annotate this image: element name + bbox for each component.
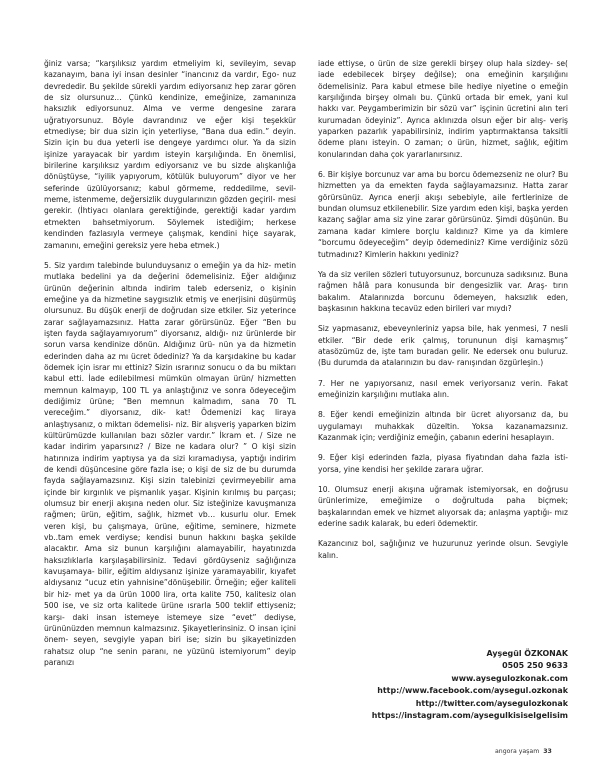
paragraph: Kazancınız bol, sağlığınız ve huzurunuz yerinde olsun. Sevgiyle kalın. [318, 539, 568, 560]
author-signature [318, 648, 568, 722]
page-number: 33 [543, 748, 552, 755]
right-column [318, 58, 568, 570]
page-footer [495, 748, 552, 755]
author-website-link[interactable]: www.aysegulozkonak.com [451, 673, 568, 683]
author-twitter-link[interactable]: http://twitter.com/aysegulozkonak [415, 698, 568, 708]
paragraph: 9. Eğer kişi ederinden fazla, piyasa fiyatından daha fazla isti- yorsa, yine kendisi her şekilde zarara uğrar. [318, 453, 568, 474]
magazine-name: angora yaşam [495, 748, 540, 755]
left-column [44, 58, 296, 677]
paragraph: 10. Olumsuz enerji akışına uğramak istemiyorsak, en doğrusu ürünlerimize, emeğimize o doğrultuda paha biçmek; başkalarından emek ve hizmet alıyorsak da; anlaşma yaptığı- mız ederine sadık kalarak, bu ederi ödemektir. [318, 485, 568, 529]
paragraph: Siz yapmasanız, ebeveynleriniz yapsa bile, hak yenmesi, 7 nesli etkiler. “Bir dede erik çalmış, torununun dişi kamaşmış” atasözümüz de, işte tam buradan gelir. Ne edersek onu buluruz. (Bu durumda da atalarınızın bu dav- ranışından özgürleşin.) [318, 324, 568, 368]
paragraph: Ya da siz verilen sözleri tutuyorsunuz, borcunuza sadıksınız. Buna rağmen hâlâ para konusunda bir dengesizlik var. Araş- tırın bakalım. Atalarınızda borcunu ödemeyen, haksızlık eden, başkasının hakkına tecavüz eden birileri var mıydı? [318, 269, 568, 313]
author-facebook-link[interactable]: http://www.facebook.com/aysegul.ozkonak [377, 686, 568, 696]
paragraph: 6. Bir kişiye borcunuz var ama bu borcu ödemezseniz ne olur? Bu hizmetten ya da emekten fayda sağlayamazsınız. Hatta zarar görürsünüz. Ayrıca enerji akışı sebebiyle, aile fertlerinize de bundan olumsuz etkilenebilir. Size yardım eden kişi, başka yerden kazanç sağlar ama siz yine zarar görürsünüz. Şimdi düşünün. Bu zamana kadar kimlere borçlu kaldınız? Kime ya da kimlere “borcumu ödeyeceğim” deyip ödemediniz? Kime verdiğiniz sözü tutmadınız? Kimlerin hakkını yediniz? [318, 170, 568, 259]
paragraph: 7. Her ne yapıyorsanız, nasıl emek veriyorsanız verin. Fakat emeğinizin karşılığını mutlaka alın. [318, 378, 568, 399]
author-name: Ayşegül ÖZKONAK [486, 649, 568, 658]
paragraph: iade ettiyse, o ürün de size gerekli birşey olup hala sizdey- se( iade edebilecek birşey değilse); ona emeğinin karşılığını ödemelisiniz. Para kabul etmese bile hediye niyetine o emeğin karşılığında birşey olmalı bu. Çünkü ortada bir emek, yani kul hakkı var. Peygamberimizin bir sözü var” işçinin ücretini alın teri kurumadan ödeyiniz”. Ayrıca aklınızda olsun eğer bir alış- veriş yaparken pazarlık yapabilirsiniz, indirim yaptırmaktansa taksitli ödeme planı isteyin. O zaman; o ürün, hizmet, sağlık, eğitim konularından daha çok yararlanırsınız. [318, 59, 568, 159]
paragraph: 5. Siz yardım talebinde bulunduysanız o emeğin ya da hiz- metin mutlaka bedelini ya da değerini ödemelisiniz. Eğer aldığınız ürünün değerinin altında indirim taleb ederseniz, o kişinin emeğine ya da hizmetine saygısızlık etmiş ve enerjisini düşürmüş olursunuz. Bu düşük enerji de doğrudan size etkiler. Siz yeterince zarar sağlayamazsınız. Hatta zarar görürsünüz. Eğer “Ben bu işten fayda sağlayamıyorum” diyorsanız, aldığı- nız ürünlerde bir sorun varsa kendinize dönün. Aldığınız ürü- nün ya da hizmetin ederinden daha az mı ücret ödediniz? Ya da karşıdakine bu kadar ödemek için israr mı ettiniz? Sizin ısrarınız sonucu o da bu miktarı kabul etti. İade edilebilmesi mümkün olmayan ürün/ hizmetten memnun kalmayıp, 100 TL ya anlaştığınız ve sonra ödeyeceğim dediğimiz ürüne; “Ben memnun kalmadım, sana 70 TL vereceğim.” diyorsanız, dik- kat! Ödemenizi kaç liraya anlaştıysanız, o miktarı ödemelisi- niz. Bir alışveriş yaparken bizim kültürümüzde kullanılan bazı sözler vardır.” İkram et. / Size ne kadar indirim yaparsınız? / Bize ne kadara olur? ” O kişi sizin hatırınıza indirim yaptıysa ya da sizi kıramadıysa, yaptığı indirim de kendi düşüncesine göre fazla ise; o kişi de siz de bu durumda fayda sağlayamazsınız. Kişi sizin talebinizi çevirmeyebilir ama içinde bir kırgınlık ve pişmanlık yaşar. Kişinin kırılmış bu parçası; olumsuz bir enerji akışına neden olur. Siz isteğinize kavuşmanıza rağmen; ürün, eğitim, sağlık, hizmet vb… kusurlu olur. Emek veren kişi, bu çalışmaya, ürüne, eğitime, seminere, hizmete vb..tam emek verdiyse; kendisi bunun hakkını başka şekilde alacaktır. Ama siz bunun karşılığını alamayabilir, hayatınızda haksızlıklarla karşılaşabilirsiniz. Tedavi gördüyseniz sağlığınıza kavuşamaya- bilir, eğitim aldıysanız işinize yaramayabilir, kıyafet aldıysanız “ucuz etin yahnisine”dönüşebilir. Örneğin; eğer kaliteli bir hiz- met ya da ürün 1000 lira, orta kalite 750, kalitesiz olan 500 ise, ve siz orta kalitede ürüne ısrarla 500 teklif ettiyseniz; karşı- daki insan istemeye istemeye size “evet” dediyse, ürününüzden memnun kalmazsınız. Şikayetlerinsiniz. O insan içini önem- seyen, sevgiyle yapan biri ise; sizin bu şikayetinizden rahatsız olup “ne senin paranı, ne yüzünü istemiyorum” deyip paranızı [44, 260, 296, 667]
author-instagram-link[interactable]: https://instagram.com/aysegulkisiselgelisim [371, 711, 568, 721]
author-phone: 0505 250 9633 [502, 661, 568, 671]
paragraph: 8. Eğer kendi emeğinizin altında bir ücret alıyorsanız da, bu uygulamayı muhakkak düzeltin. Yoksa kazanamazsınız. Kazanmak için; verdiğiniz emeğin, çabanın ederini hesaplayın. [318, 410, 568, 442]
paragraph: ğiniz varsa; “karşılıksız yardım etmeliyim ki, sevileyim, sevap kazanayım, bana iyi insan desinler “inancınız da vardır, Ego- nuz devrededir. Bu şekilde sürekli yardım ediyorsanız hep zarar gören de siz olursunuz… Çünkü kendinize, emeğinize, zamanınıza haksızlık ediyorsunuz. Alma ve verme dengesine zarara uğratıyorsunuz. Böyle davrandınız ve eğer kişi teşekkür etmediyse; bir dua sizin için yeterliyse, “Bana dua edin.” deyin. Sizin için bu dua yeterli ise dengeye yardımcı olur. Ya da sizin işinize yarayacak bir yardım isteyin karşılığında. En önemlisi, birilerine karşılıksız yardım ediyorsanız ve bu sizde alışkanlığa dönüştüyse, “iyilik yapıyorum, kötülük buluyorum” diyor ve her seferinde üzülüyorsanız; kabul görmeme, reddedilme, sevil- meme, istenmeme, değersizlik duygularınızın gözden geçiril- mesi gerekir. (İhtiyacı olanlara gerektiğinde, gerektiği kadar yardım etmekten bahsetmiyorum. Söylemek istediğim; herkese kendinden fazlasıyla vermeye çalışmak, kendini hiçe sayarak, zamanını, emeğini gereksiz yere heba etmek.) [44, 59, 296, 250]
